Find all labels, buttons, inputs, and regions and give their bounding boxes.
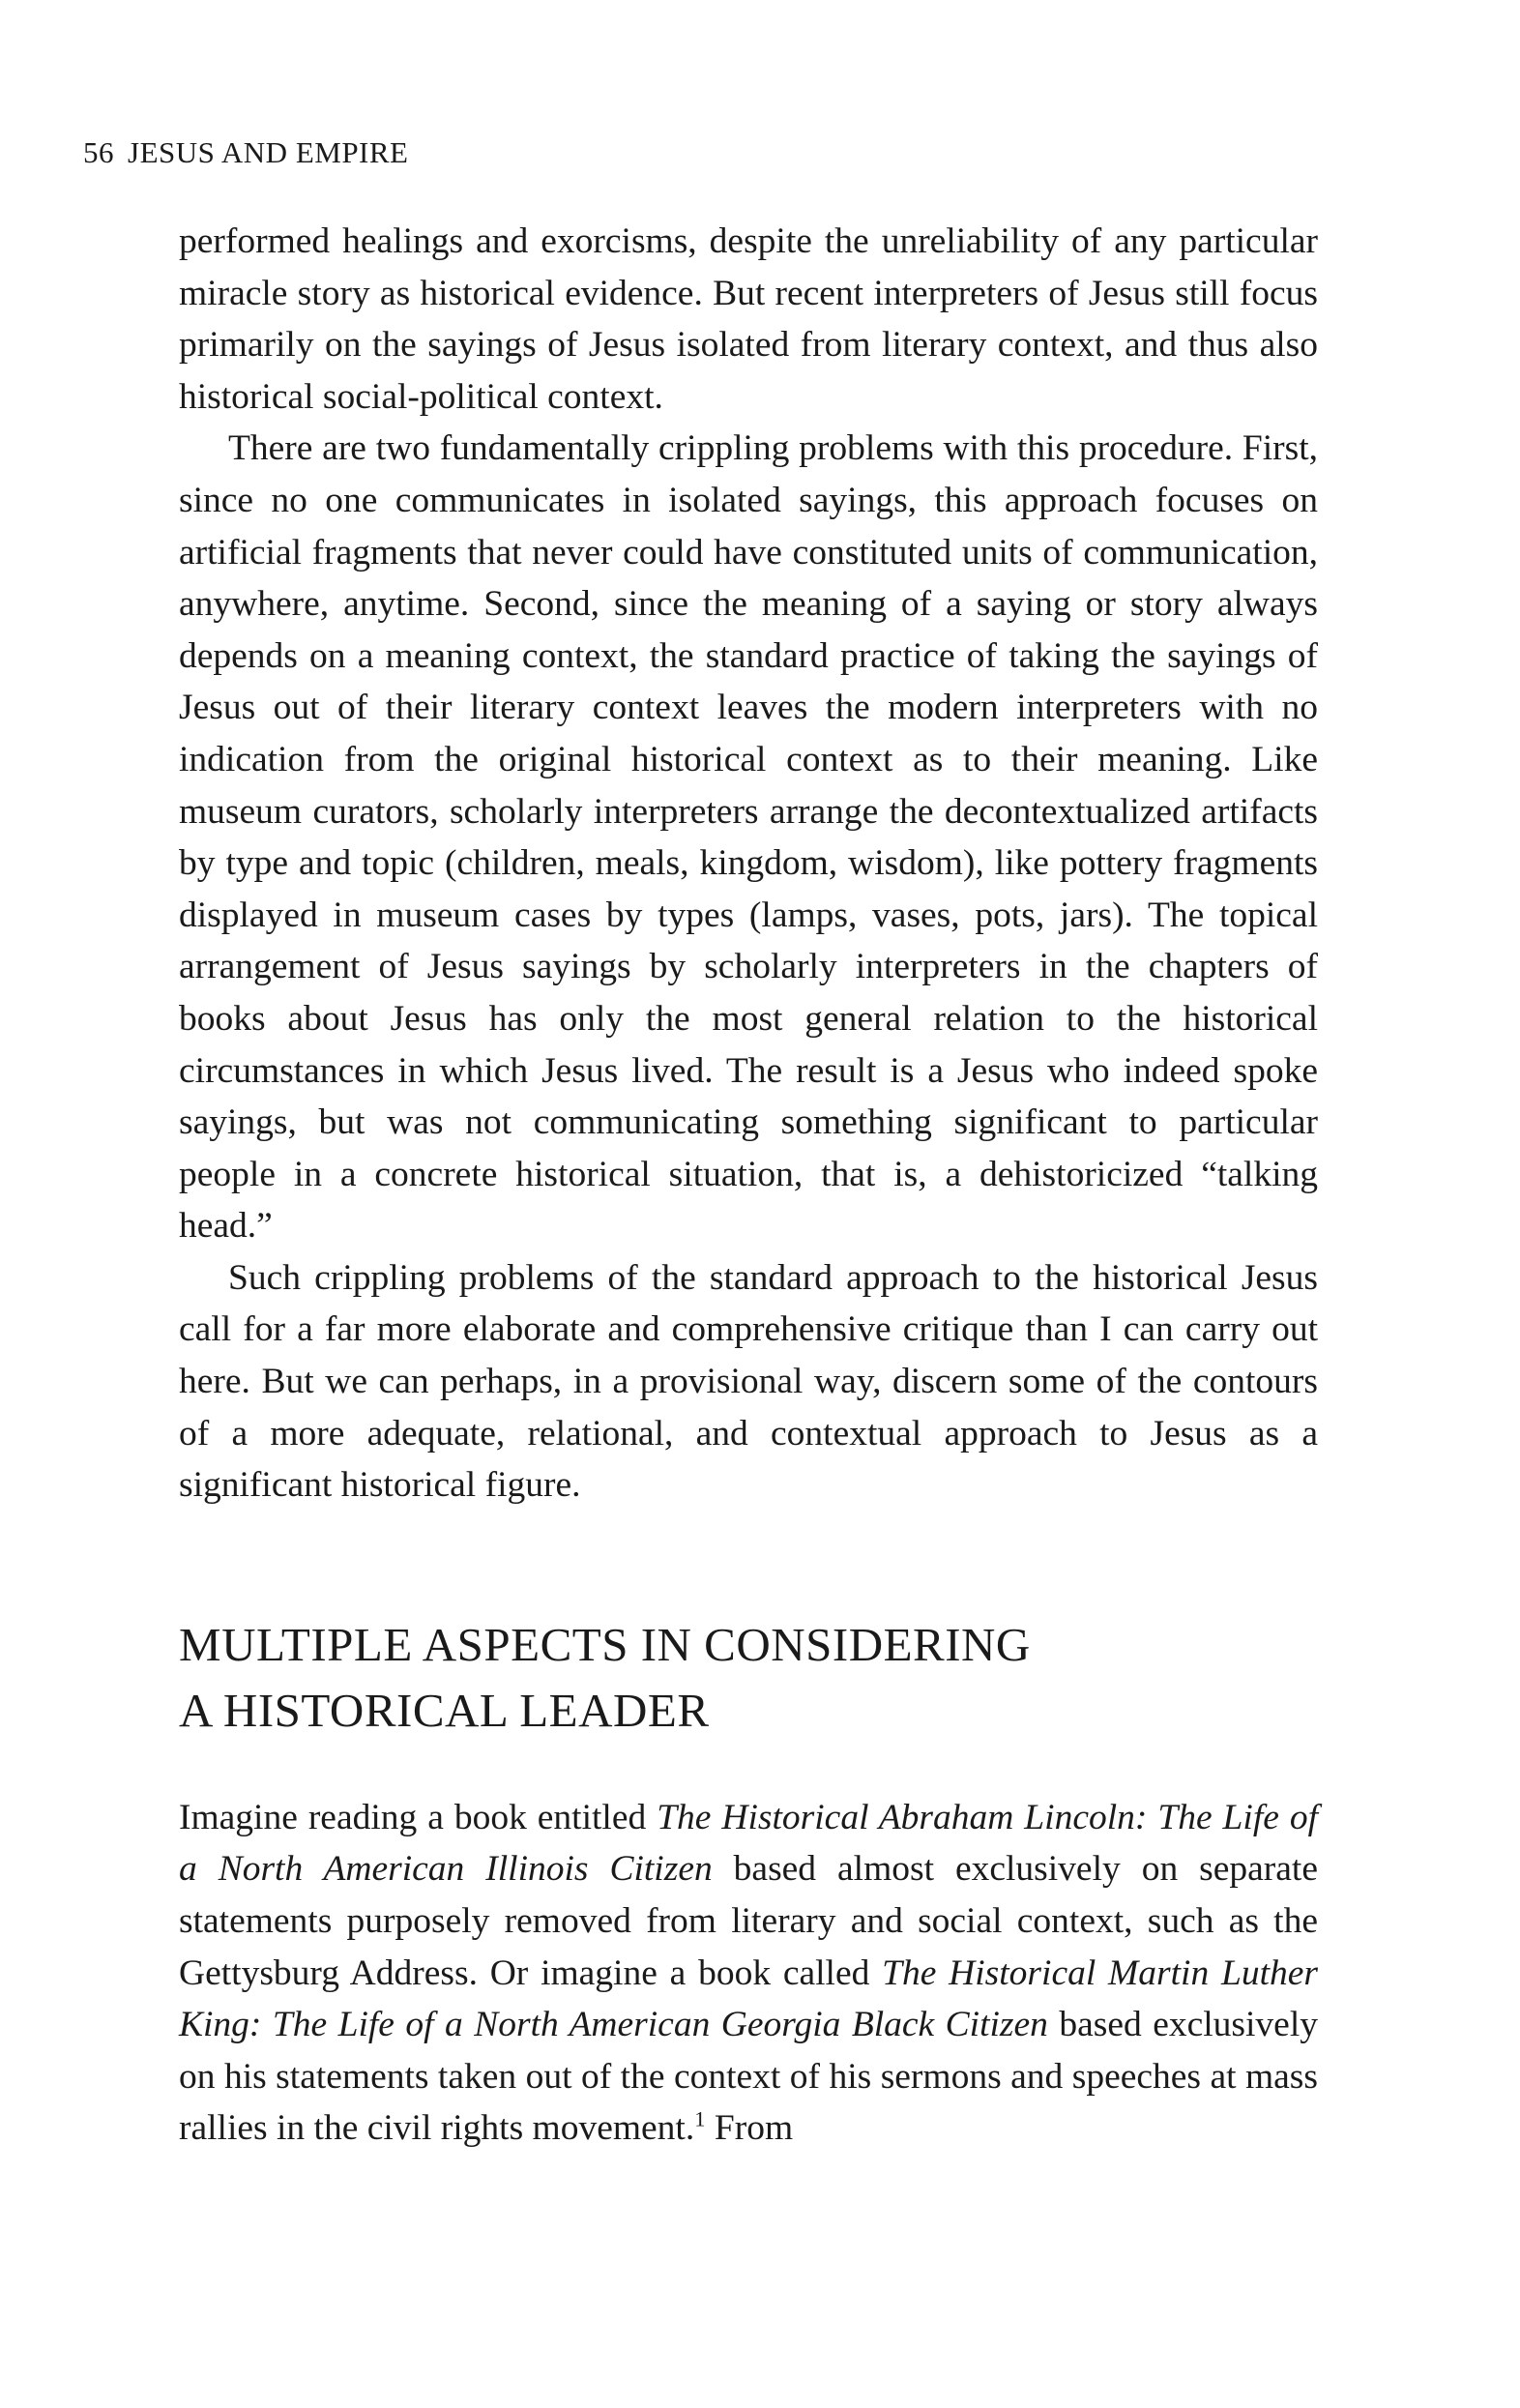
section-text-1: Imagine reading a book entitled <box>179 1797 658 1837</box>
section-text-3: based exclusively on his statements taken out of the context of his sermons and speeches at mass rallies in the civil rights movement. <box>179 2005 1318 2149</box>
section-heading-line-1: MULTIPLE ASPECTS IN CONSIDERING <box>179 1617 1031 1671</box>
book-title-king: The Historical Martin Luther King: The Life of a North American Georgia Black Citizen <box>179 1953 1318 2045</box>
running-title: JESUS AND EMPIRE <box>128 135 409 169</box>
section-heading-line-2: A HISTORICAL LEADER <box>179 1683 710 1737</box>
running-head <box>83 135 409 170</box>
paragraph-2: There are two fundamentally crippling problems with this procedure. First, since no one communicates in isolated sayings, this approach focuses on artificial fragments that never could have constituted units of communication, anywhere, anytime. Second, since the meaning of a saying or story always depends on a meaning context, the standard practice of taking the sayings of Jesus out of their literary context leaves the modern interpreters with no indication from the original historical context as to their meaning. Like museum curators, scholarly interpreters arrange the decontextualized artifacts by type and topic (children, meals, kingdom, wisdom), like pottery fragments displayed in museum cases by types (lamps, vases, pots, jars). The topical arrangement of Jesus sayings by scholarly interpreters in the chapters of books about Jesus has only the most general relation to the historical circumstances in which Jesus lived. The result is a Jesus who indeed spoke sayings, but was not communicating something significant to particular people in a concrete historical situation, that is, a dehistoricized “talking head.” <box>179 428 1318 1247</box>
section-text-4: From <box>705 2108 794 2149</box>
text-block <box>179 216 1318 2155</box>
page-number: 56 <box>83 135 114 169</box>
section-text-2: based almost exclusively on separate statements purposely removed from literary and social context, such as the Gettysburg Address. Or imagine a book called <box>179 1849 1318 1993</box>
paragraph-1: performed healings and exorcisms, despite the unreliability of any particular miracle story as historical evidence. But recent interpreters of Jesus still focus primarily on the sayings of Jesus isolated from literary context, and thus also historical social-political context. <box>179 221 1318 417</box>
book-title-lincoln: The Historical Abraham Lincoln: The Life of a North American Illinois Citizen <box>179 1797 1319 1890</box>
footnote-reference: 1 <box>694 2106 706 2131</box>
section-heading <box>179 1612 1318 1744</box>
section-paragraph <box>179 1792 1318 2155</box>
paragraph-3: Such crippling problems of the standard approach to the historical Jesus call for a far more elaborate and comprehensive critique than I can carry out here. But we can perhaps, in a provisional way, discern some of the contours of a more adequate, relational, and contextual approach to Jesus as a significant historical figure. <box>179 1257 1318 1506</box>
